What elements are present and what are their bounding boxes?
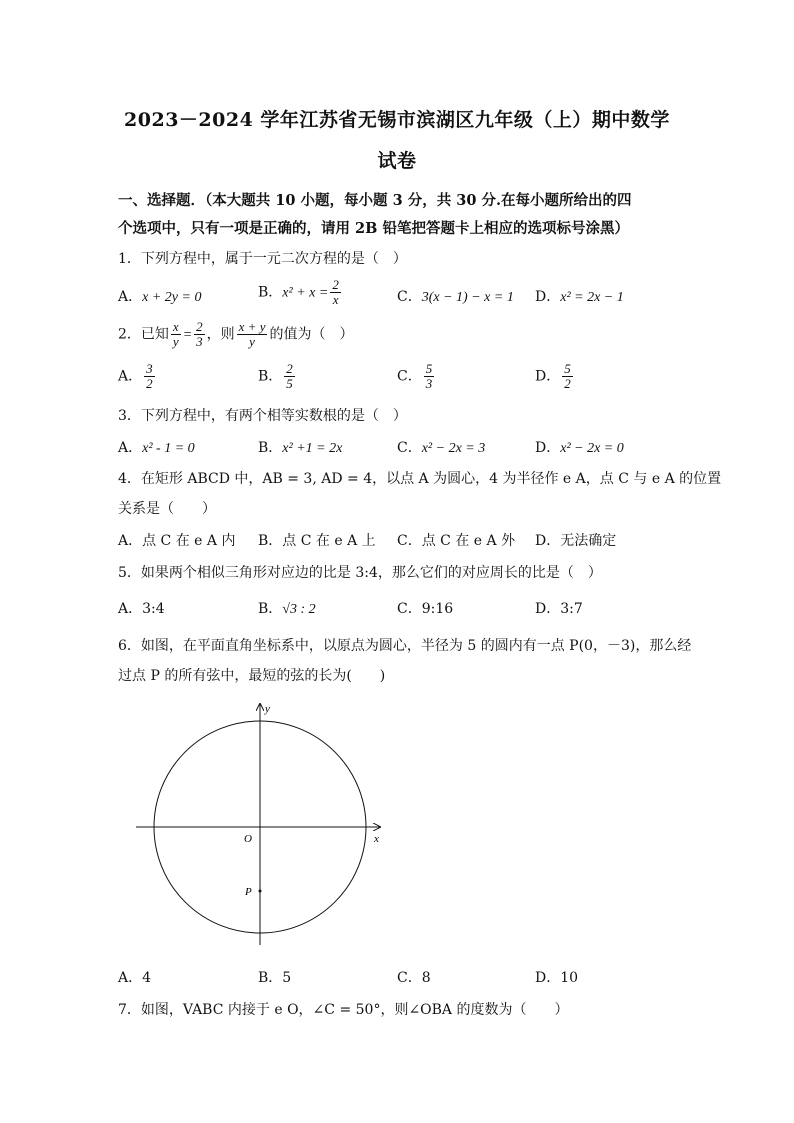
q6-circle-figure [130,700,390,950]
q4-stem-cont: 关系是（ ） [118,501,216,517]
q4-option-c: C．点 C 在 e A 外 [397,533,516,549]
q1-option-b: B．x² + x = $\frac{2}{x}$ [258,277,339,307]
y-axis-label: y [265,703,270,715]
q6-option-a: A．4 [118,970,152,986]
q3-option-c: C．x² − 2x = 3 [397,440,486,456]
q1-option-c: C．3(x − 1) − x = 1 [397,289,514,305]
q6-option-d: D．10 [535,970,579,986]
q6-stem: 6．如图，在平面直角坐标系中，以原点为圆心，半径为 5 的圆内有一点 P(0，－3)，那么经 [118,638,692,654]
point-p [259,890,262,893]
q2-option-a: A． $\frac{3}{2}$ [118,361,153,391]
q3-option-a: A．x² - 1 = 0 [118,440,195,456]
q5-option-c: C．9:16 [397,601,454,617]
q7-stem: 7．如图，VABC 内接于 e O，∠C = 50°，则∠OBA 的度数为（ ） [118,1002,569,1018]
q1-option-a: A．x + 2y = 0 [118,289,202,305]
q2-option-c: C． $\frac{5}{3}$ [397,361,433,391]
q4-option-b: B．点 C 在 e A 上 [258,533,376,549]
q3-stem: 3．下列方程中，有两个相等实数根的是（ ） [118,408,407,424]
q6-option-b: B．5 [258,970,292,986]
q1-option-d: D．x² = 2x − 1 [535,289,624,305]
section1-heading: 一、选择题．（本大题共 10 小题，每小题 3 分，共 30 分.在每小题所给出的四 [118,192,632,209]
q5-option-a: A．3:4 [118,601,165,617]
q6-stem-cont: 过点 P 的所有弦中，最短的弦的长为( ) [118,668,386,684]
point-p-label: P [245,886,252,898]
q3-option-d: D．x² − 2x = 0 [535,440,624,456]
q2-option-d: D． $\frac{5}{2}$ [535,361,571,391]
x-axis-label: x [374,833,379,845]
q1-stem: 1．下列方程中，属于一元二次方程的是（ ） [118,251,407,267]
q2-option-b: B． $\frac{2}{5}$ [258,361,293,391]
q4-option-a: A．点 C 在 e A 内 [118,533,236,549]
origin-label: O [244,833,252,845]
q4-stem: 4．在矩形 ABCD 中，AB = 3, AD = 4，以点 A 为圆心，4 为半径作 e A，点 C 与 e A 的位置 [118,471,722,487]
q3-option-b: B．x² +1 = 2x [258,440,343,456]
exam-title-line1: 2023－2024 学年江苏省无锡市滨湖区九年级（上）期中数学 [124,109,670,131]
q5-stem: 5．如果两个相似三角形对应边的比是 3:4，那么它们的对应周长的比是（ ） [118,565,602,581]
q2-stem: 2．已知 $\frac{x}{y}$ = $\frac{2}{3}$ ，则 $\frac{x + y}{y}$ 的值为（ ） [118,319,354,349]
q5-option-b: B．√3 : 2 [258,601,316,617]
q6-option-c: C．8 [397,970,431,986]
section1-heading-cont: 个选项中，只有一项是正确的，请用 2B 铅笔把答题卡上相应的选项标号涂黑） [118,220,629,237]
q4-option-d: D．无法确定 [535,533,617,549]
exam-title-line2: 试卷 [377,150,417,172]
q5-option-d: D．3:7 [535,601,583,617]
